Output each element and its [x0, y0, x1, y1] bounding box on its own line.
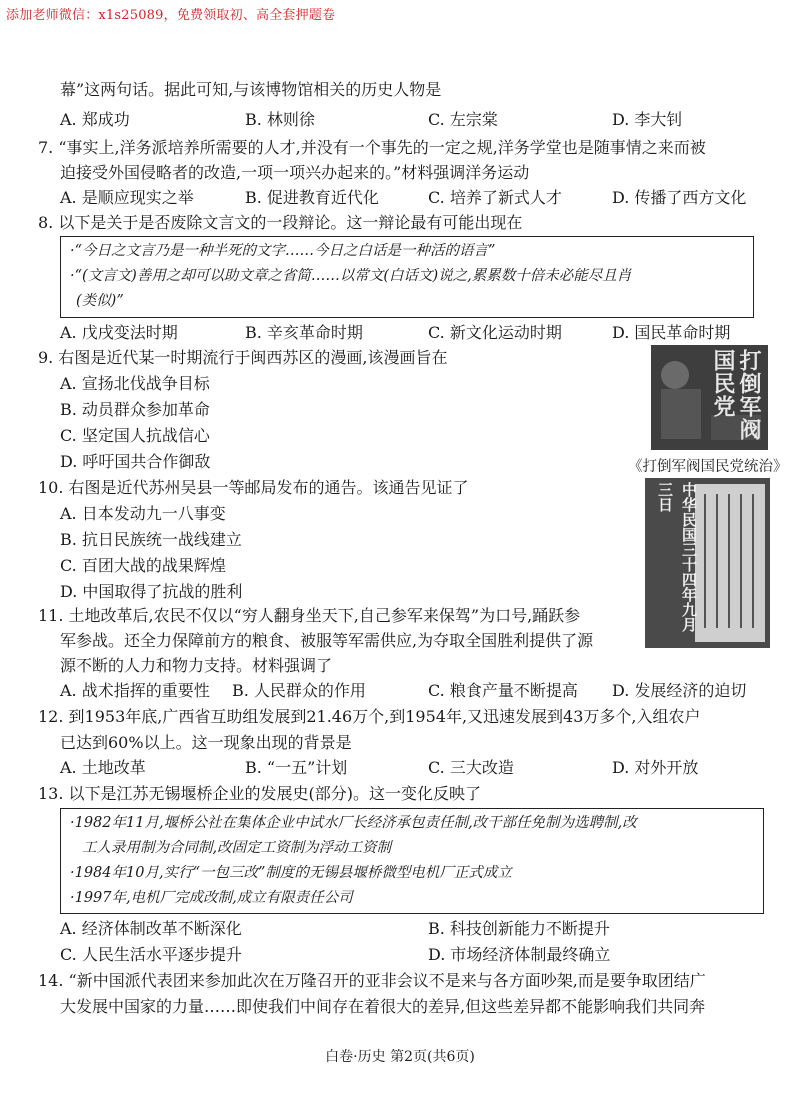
q7-option-b[interactable]: B. 促进教育近代化	[245, 188, 379, 207]
q7-stem-line1: 7. “事实上,洋务派培养所需要的人才,并没有一个事先的一定之规,洋务学堂也是随事情之来而被	[38, 138, 706, 157]
q8-stem: 8. 以下是关于是否废除文言文的一段辩论。这一辩论最有可能出现在	[38, 213, 523, 232]
q13-history-4: ·1997年,电机厂完成改制,成立有限责任公司	[70, 890, 353, 906]
q9-option-c[interactable]: C. 坚定国人抗战信心	[60, 426, 210, 445]
q12-option-d[interactable]: D. 对外开放	[612, 758, 699, 777]
q14-stem-line2: 大发展中国家的力量……即使我们中间存在着很大的差异,但这些差异都不能影响我们共同奔	[60, 997, 706, 1016]
q10-option-d[interactable]: D. 中国取得了抗战的胜利	[60, 582, 243, 601]
q6-option-d[interactable]: D. 李大钊	[612, 110, 683, 129]
q6-option-a[interactable]: A. 郑成功	[60, 110, 130, 129]
q9-cartoon-image	[651, 345, 768, 450]
q13-option-b[interactable]: B. 科技创新能力不断提升	[428, 919, 610, 938]
q7-option-c[interactable]: C. 培养了新式人才	[428, 188, 562, 207]
q7-option-d[interactable]: D. 传播了西方文化	[612, 188, 747, 207]
q11-stem-line3: 源不断的人力和物力支持。材料强调了	[60, 656, 333, 675]
q8-option-b[interactable]: B. 辛亥革命时期	[245, 323, 363, 342]
q7-option-a[interactable]: A. 是顺应现实之举	[60, 188, 194, 207]
q12-option-c[interactable]: C. 三大改造	[428, 758, 514, 777]
q10-stem: 10. 右图是近代苏州吴县一等邮局发布的通告。该通告见证了	[38, 478, 469, 497]
q11-option-a[interactable]: A. 战术指挥的重要性	[60, 681, 210, 700]
q9-image-caption: 《打倒军阀国民党统治》	[628, 459, 788, 475]
q8-option-c[interactable]: C. 新文化运动时期	[428, 323, 562, 342]
q10-notice-image	[645, 478, 770, 648]
q13-option-c[interactable]: C. 人民生活水平逐步提升	[60, 945, 242, 964]
q12-option-b[interactable]: B. “一五”计划	[245, 758, 348, 777]
q10-option-b[interactable]: B. 抗日民族统一战线建立	[60, 530, 242, 549]
q10-image-text: 中华民国三十四年九月三日	[656, 482, 698, 632]
q9-image-text: 打倒军阀国民党	[710, 349, 762, 441]
q9-option-a[interactable]: A. 宣扬北伐战争目标	[60, 374, 210, 393]
q13-history-2: 工人录用制为合同制,改固定工资制为浮动工资制	[82, 840, 392, 856]
q13-history-1: ·1982年11月,堰桥公社在集体企业中试水厂长经济承包责任制,改干部任免制为选聘制,改	[70, 815, 637, 831]
q9-option-d[interactable]: D. 呼吁国共合作御敌	[60, 452, 211, 471]
q11-option-d[interactable]: D. 发展经济的迫切	[612, 681, 747, 700]
q8-quote-3: (类似)”	[76, 293, 124, 309]
q6-option-b[interactable]: B. 林则徐	[245, 110, 315, 129]
q11-stem-line1: 11. 土地改革后,农民不仅以“穷人翻身坐天下,自己参军来保驾”为口号,踊跃参	[38, 606, 581, 625]
q12-option-a[interactable]: A. 土地改革	[60, 758, 146, 777]
q8-quote-1: ·“今日之文言乃是一种半死的文字……今日之白话是一种活的语言”	[70, 243, 496, 259]
q11-option-c[interactable]: C. 粮食产量不断提高	[428, 681, 578, 700]
q8-quote-2: ·“(文言文)善用之却可以助文章之省简……以常文(白话文)说之,累累数十倍未必能尽且肖	[70, 268, 632, 284]
q11-option-b[interactable]: B. 人民群众的作用	[232, 681, 366, 700]
q12-stem-line1: 12. 到1953年底,广西省互助组发展到21.46万个,到1954年,又迅速发展到43万多个,入组农户	[38, 707, 701, 726]
q12-stem-line2: 已达到60%以上。这一现象出现的背景是	[60, 733, 352, 752]
q9-option-b[interactable]: B. 动员群众参加革命	[60, 400, 210, 419]
q8-option-d[interactable]: D. 国民革命时期	[612, 323, 731, 342]
q8-option-a[interactable]: A. 戊戌变法时期	[60, 323, 178, 342]
q6-tail: 幕”这两句话。据此可知,与该博物馆相关的历史人物是	[60, 80, 442, 99]
page-footer: 白卷·历史 第2页(共6页)	[325, 1049, 475, 1065]
q6-option-c[interactable]: C. 左宗棠	[428, 110, 498, 129]
q11-stem-line2: 军参战。还全力保障前方的粮食、被服等军需供应,为夺取全国胜利提供了源	[60, 631, 594, 650]
watermark-text: 添加老师微信：x1s25089，免费领取初、高全套押题卷	[6, 8, 336, 23]
q13-option-a[interactable]: A. 经济体制改革不断深化	[60, 919, 242, 938]
q13-history-3: ·1984年10月,实行“一包三改”制度的无锡县堰桥微型电机厂正式成立	[70, 865, 512, 881]
q9-stem: 9. 右图是近代某一时期流行于闽西苏区的漫画,该漫画旨在	[38, 348, 448, 367]
q10-option-c[interactable]: C. 百团大战的战果辉煌	[60, 556, 226, 575]
q14-stem-line1: 14. “新中国派代表团来参加此次在万隆召开的亚非会议不是来与各方面吵架,而是要争取团结广	[38, 971, 706, 990]
q13-option-d[interactable]: D. 市场经济体制最终确立	[428, 945, 611, 964]
q10-option-a[interactable]: A. 日本发动九一八事变	[60, 504, 226, 523]
q13-stem: 13. 以下是江苏无锡堰桥企业的发展史(部分)。这一变化反映了	[38, 784, 482, 803]
q7-stem-line2: 迫接受外国侵略者的改造,一项一项兴办起来的。”材料强调洋务运动	[60, 163, 530, 182]
